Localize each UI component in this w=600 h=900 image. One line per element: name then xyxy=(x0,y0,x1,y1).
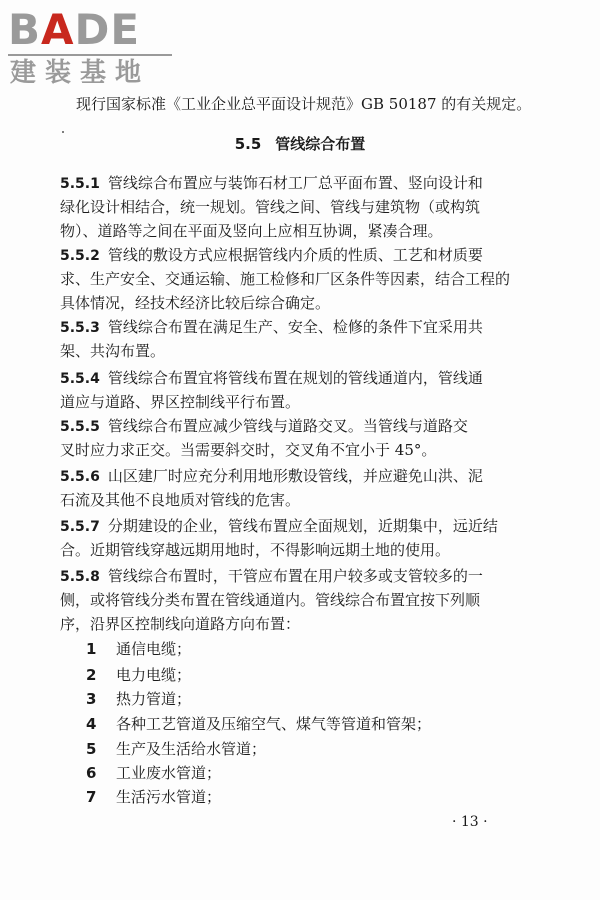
clause-5-5-4-line-1: 5.5.4 管线综合布置宜将管线布置在规划的管线通道内，管线通 xyxy=(60,369,483,387)
clause-5-5-4-line-2: 道应与道路、界区控制线平行布置。 xyxy=(60,393,301,411)
clause-5-5-2-line-1: 5.5.2 管线的敷设方式应根据管线内介质的性质、工艺和材质要 xyxy=(60,246,483,264)
clause-number: 5.5.1 xyxy=(60,176,100,192)
clause-5-5-3-line-1: 5.5.3 管线综合布置在满足生产、安全、检修的条件下宜采用共 xyxy=(60,318,483,336)
clause-5-5-8-line-2: 侧，或将管线分类布置在管线通道内。管线综合布置宜按下列顺 xyxy=(60,591,481,609)
clause-5-5-6-line-2: 石流及其他不良地质对管线的危害。 xyxy=(60,491,301,509)
clause-number: 5.5.4 xyxy=(60,371,100,387)
clause-5-5-2-line-2: 求、生产安全、交通运输、施工检修和厂区条件等因素，结合工程的 xyxy=(60,270,511,288)
section-title: 管线综合布置 xyxy=(275,135,366,153)
list-item: 1 通信电缆； xyxy=(86,640,192,658)
intro-line: 现行国家标准《工业企业总平面设计规范》GB 50187 的有关规定。 xyxy=(76,95,532,113)
list-item: 7 生活污水管道； xyxy=(86,788,222,806)
clause-5-5-6-line-1: 5.5.6 山区建厂时应充分利用地形敷设管线，并应避免山洪、泥 xyxy=(60,467,483,485)
clause-5-5-2-line-3: 具体情况，经技术经济比较后综合确定。 xyxy=(60,294,331,312)
clause-number: 5.5.2 xyxy=(60,248,100,264)
clause-5-5-5-line-1: 5.5.5 管线综合布置应减少管线与道路交叉。当管线与道路交 xyxy=(60,417,468,435)
clause-number: 5.5.3 xyxy=(60,320,100,336)
clause-5-5-1-line-2: 绿化设计相结合，统一规划。管线之间、管线与建筑物（或构筑 xyxy=(60,198,481,216)
logo-wordmark: BADE xyxy=(8,5,141,54)
section-heading xyxy=(0,133,600,155)
logo-rule xyxy=(8,54,172,56)
clause-5-5-1-line-3: 物）、道路等之间在平面及竖向上应相互协调，紧凑合理。 xyxy=(60,222,443,240)
clause-number: 5.5.6 xyxy=(60,469,100,485)
clause-5-5-3-line-2: 架、共沟布置。 xyxy=(60,342,166,360)
clause-number: 5.5.8 xyxy=(60,569,100,585)
clause-5-5-1-line-1: 5.5.1 管线综合布置应与装饰石材工厂总平面布置、竖向设计和 xyxy=(60,174,483,192)
clause-number: 5.5.7 xyxy=(60,519,100,535)
clause-5-5-7-line-1: 5.5.7 分期建设的企业，管线布置应全面规划，近期集中，远近结 xyxy=(60,517,498,535)
clause-5-5-7-line-2: 合。近期管线穿越远期用地时，不得影响远期土地的使用。 xyxy=(60,541,451,559)
clause-5-5-8-line-3: 序，沿界区控制线向道路方向布置： xyxy=(60,615,301,633)
list-item: 5 生产及生活给水管道； xyxy=(86,740,267,758)
logo-chinese-text: 建装基地 xyxy=(10,58,151,88)
list-item: 4 各种工艺管道及压缩空气、煤气等管道和管架； xyxy=(86,715,432,733)
clause-5-5-8-line-1: 5.5.8 管线综合布置时，干管应布置在用户较多或支管较多的一 xyxy=(60,567,483,585)
section-number: 5.5 xyxy=(234,135,262,153)
list-item: 3 热力管道； xyxy=(86,690,192,708)
clause-5-5-5-line-2: 叉时应力求正交。当需要斜交时，交叉角不宜小于 45°。 xyxy=(60,441,437,459)
page-number: · 13 · xyxy=(452,814,488,830)
bade-logo xyxy=(8,6,178,88)
clause-number: 5.5.5 xyxy=(60,419,100,435)
list-item: 6 工业废水管道； xyxy=(86,764,222,782)
list-item: 2 电力电缆； xyxy=(86,666,192,684)
